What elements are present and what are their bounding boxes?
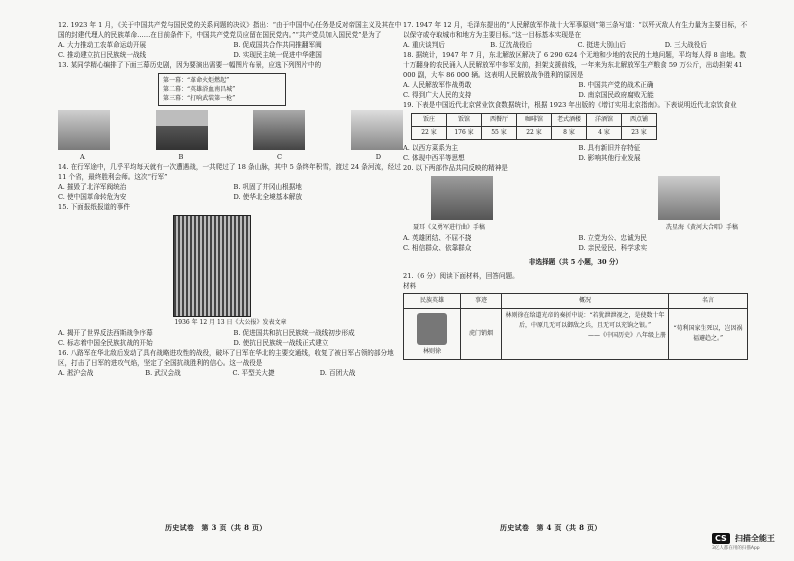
source-text: ——《中国历史》八年级上册 bbox=[587, 332, 666, 339]
option-c: C. 使中国革命转危为安 bbox=[58, 193, 127, 201]
table-header: 事迹 bbox=[461, 294, 502, 309]
deed-cell: 虎门销烟 bbox=[461, 309, 502, 360]
option-c: C. 挺进大别山后 bbox=[577, 41, 627, 49]
exam-page-3 bbox=[58, 20, 403, 378]
table-cell: 饭馆 bbox=[447, 114, 482, 127]
option-a: A. 以西方菜系为主 bbox=[403, 144, 459, 152]
table-cell: 22 家 bbox=[412, 127, 447, 140]
option-d: D. 三大战役后 bbox=[664, 41, 707, 49]
option-a: A. 淞沪会战 bbox=[58, 369, 94, 377]
option-d: D. 实现民主统一促进中华建国 bbox=[233, 51, 322, 59]
option-a: A. 重庆谈判后 bbox=[403, 41, 445, 49]
option-d: D. 亲民爱民、科学求实 bbox=[578, 244, 648, 252]
option-a: A. 大力推动工农革命运动开展 bbox=[58, 41, 147, 49]
question-13 bbox=[58, 60, 403, 162]
newspaper-image bbox=[173, 215, 251, 317]
photo-d bbox=[351, 110, 403, 150]
camscanner-logo-icon: CS bbox=[712, 533, 730, 544]
image-caption: 冼星海《黄河大合唱》手稿 bbox=[665, 224, 738, 231]
exam-page-4 bbox=[403, 20, 748, 360]
table-cell: 西点铺 bbox=[622, 114, 657, 127]
photo-label: A bbox=[80, 153, 85, 161]
photo-c bbox=[253, 110, 305, 150]
option-b: B. 促进国共和抗日民族统一战线初步形成 bbox=[233, 329, 355, 337]
image-caption: 聂耳《义勇军进行曲》手稿 bbox=[413, 224, 486, 231]
option-c: C. 体现中西平等思想 bbox=[403, 154, 465, 162]
summary-cell bbox=[502, 309, 669, 360]
option-d: D. 使抗日民族统一战线正式建立 bbox=[233, 339, 329, 347]
section-title: 非选择题（共 5 小题，30 分） bbox=[528, 258, 623, 266]
option-d: D. 使华北全境基本解放 bbox=[233, 193, 303, 201]
question-21 bbox=[403, 271, 748, 360]
table-cell: 8 家 bbox=[552, 127, 587, 140]
option-d: D. 百团大战 bbox=[319, 369, 356, 377]
hero-cell bbox=[404, 309, 461, 360]
question-stem: 16. 八路军在华北敌后发动了具有战略进攻性的战役，破坏了日军在华北的主要交通线，收复了被日军占领的部分地区，打击了日军的进攻气焰，坚定了全国抗战胜利的信心。这一战役是 bbox=[58, 349, 394, 367]
option-a: A. 人民解放军作战勇敢 bbox=[403, 81, 472, 89]
material-label: 材料 bbox=[403, 282, 417, 290]
question-19 bbox=[403, 100, 748, 163]
table-cell: 饭庄 bbox=[412, 114, 447, 127]
photo-b bbox=[156, 110, 208, 150]
table-cell: 洋酒馆 bbox=[587, 114, 622, 127]
option-b: B. 巩固了井冈山根据地 bbox=[233, 183, 302, 191]
option-d: D. 南京国民政府腐败无能 bbox=[578, 91, 654, 99]
newspaper-caption: 1936 年 12 月 13 日《大公报》发表文章 bbox=[174, 319, 287, 326]
portrait-image bbox=[417, 313, 447, 345]
photo-label: B bbox=[178, 153, 184, 161]
question-12 bbox=[58, 20, 403, 60]
summary-text: 林则徐在给道光帝的奏折中说：“若犹泄泄视之，是使数十年后，中原几无可以御敌之兵，且无可以充饷之银。” bbox=[505, 312, 665, 329]
table-cell: 176 家 bbox=[447, 127, 482, 140]
table-row bbox=[412, 127, 657, 140]
scene-line: 第二幕：“英雄浴血南昌城” bbox=[163, 86, 236, 93]
option-c: C. 相信群众、依靠群众 bbox=[403, 244, 472, 252]
question-stem: 14. 在行军途中，几乎平均每天就有一次遭遇战，一共爬过了 18 条山脉，其中 5 条终年积雪，渡过 24 条河流，经过 11 个省，最终胜利会师。这次“行军” bbox=[58, 163, 401, 181]
question-18 bbox=[403, 50, 748, 100]
option-a: A. 揭开了世界反法西斯战争序幕 bbox=[58, 329, 153, 337]
option-b: B. 辽沈战役后 bbox=[490, 41, 533, 49]
photo-label: C bbox=[276, 153, 283, 161]
option-c: C. 标志着中国全民族抗战的开始 bbox=[58, 339, 153, 347]
table-cell: 咖啡馆 bbox=[517, 114, 552, 127]
table-header-row bbox=[404, 294, 748, 309]
table-cell: 老式酒楼 bbox=[552, 114, 587, 127]
page-footer-left: 历史试卷 第 3 页（共 8 页） bbox=[165, 523, 267, 532]
table-cell: 西餐厅 bbox=[482, 114, 517, 127]
table-cell: 55 家 bbox=[482, 127, 517, 140]
table-header-row bbox=[412, 114, 657, 127]
scene-line: 第三幕：“打响武装第一枪” bbox=[163, 95, 236, 102]
table-row bbox=[404, 309, 748, 360]
table-header: 概况 bbox=[502, 294, 669, 309]
question-16 bbox=[58, 348, 403, 378]
question-stem: 13. 某同学精心编排了下面三幕历史剧，因为要演出需要一幅图片布景，应选下列图片中的 bbox=[58, 61, 322, 69]
photo-label: D bbox=[375, 153, 381, 161]
table-header: 民族英雄 bbox=[404, 294, 461, 309]
question-14 bbox=[58, 162, 403, 202]
option-d: D. 影响其他行业发展 bbox=[578, 154, 641, 162]
question-stem: 15. 下面报纸报道的事件 bbox=[58, 203, 130, 211]
question-stem: 21.（6 分）阅读下面材料，回答问题。 bbox=[403, 272, 519, 280]
question-stem: 20. 以下两部作品共同反映的精神是 bbox=[403, 164, 508, 172]
table-header: 名言 bbox=[669, 294, 748, 309]
option-b: B. 中国共产党的战术正确 bbox=[578, 81, 654, 89]
watermark-subtitle: 3亿人都在用的扫描App bbox=[712, 546, 760, 551]
option-b: B. 促成国共合作共同推翻军阀 bbox=[233, 41, 322, 49]
option-b: B. 立党为公、忠诚为民 bbox=[578, 234, 647, 242]
option-c: C. 平型关大捷 bbox=[232, 369, 275, 377]
hero-name: 林则徐 bbox=[422, 348, 441, 355]
option-c: C. 推动建立抗日民族统一战线 bbox=[58, 51, 147, 59]
page-footer-right: 历史试卷 第 4 页（共 8 页） bbox=[500, 523, 602, 532]
question-stem: 17. 1947 年 12 月，毛泽东提出的“人民解放军作战十大军事原则”第三条写道：“以歼灭敌人有生力量为主要目标，不以保守或夺取城市和地方为主要目标。”这一目标基本实现是在 bbox=[403, 21, 748, 39]
question-15 bbox=[58, 202, 403, 348]
scene-line: 第一幕：“革命火炬燃起” bbox=[163, 77, 230, 84]
scanner-watermark bbox=[712, 526, 794, 556]
manuscript-image-1 bbox=[431, 176, 493, 220]
question-stem: 12. 1923 年 1 月，《关于中国共产党与国民党的关系问题的决议》指出：“由于中国中心任务是反对帝国主义及其在中国的封建代理人的民族革命……在目前条件下，中国共产党党员应留在国民党内。”“共产党员加入国民党”是为了 bbox=[58, 21, 402, 39]
option-c: C. 得到广大人民的支持 bbox=[403, 91, 472, 99]
scene-box bbox=[158, 73, 286, 106]
watermark-name: 扫描全能王 bbox=[734, 534, 775, 543]
question-stem: 19. 下表是中国近代北京营业饮食数据统计，根据 1923 年出版的《增订实用北京指南》。下表说明近代北京饮食业 bbox=[403, 101, 737, 109]
material-table bbox=[403, 293, 748, 360]
table-cell: 4 家 bbox=[587, 127, 622, 140]
option-b: B. 具有新旧并存特征 bbox=[578, 144, 641, 152]
table-cell: 22 家 bbox=[517, 127, 552, 140]
question-17 bbox=[403, 20, 748, 50]
question-20 bbox=[403, 163, 748, 253]
option-a: A. 摧毁了北洋军阀统治 bbox=[58, 183, 127, 191]
manuscript-image-2 bbox=[658, 176, 720, 220]
photo-a bbox=[58, 110, 110, 150]
quote-cell: “苟利国家生死以，岂因祸福避趋之。” bbox=[669, 309, 748, 360]
option-a: A. 英雄团结、不屈不挠 bbox=[403, 234, 472, 242]
table-cell: 23 家 bbox=[622, 127, 657, 140]
restaurant-table bbox=[411, 113, 657, 140]
option-b: B. 武汉会战 bbox=[145, 369, 181, 377]
question-stem: 18. 据统计，1947 年 7 月，东北解放区解决了 6 290 624 个无地和少地的农民的土地问题，平均每人得 8 亩地。数十万翻身的农民涌入人民解放军中参军支前，担架支援前线，一年来为东北解放军生产粮食 59 万公斤，出动担架 41 000 副，大车 86 000 辆。这表明人民解放战争胜利的原因是 bbox=[403, 51, 747, 79]
